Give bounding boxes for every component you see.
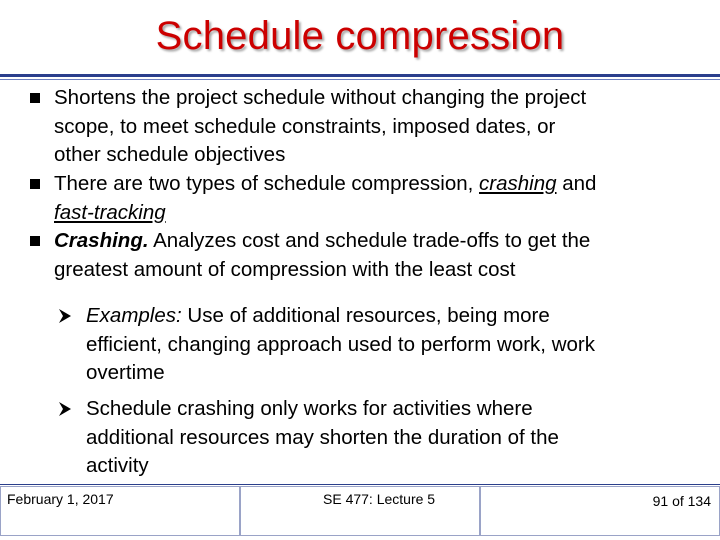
bullet-line: Shortens the project schedule without changing the project bbox=[54, 86, 587, 109]
examples-label: Examples: bbox=[86, 304, 182, 327]
bullet-text: There are two types of schedule compression, bbox=[54, 172, 480, 195]
footer-date: February 1, 2017 bbox=[7, 491, 114, 507]
bullet-line: greatest amount of compression with the least cost bbox=[54, 257, 516, 281]
arrowhead-bullet-icon bbox=[58, 401, 72, 417]
bullet-line: other schedule objectives bbox=[54, 143, 286, 166]
bullet-line: efficient, changing approach used to perform work, work bbox=[86, 332, 595, 356]
bullet-line bbox=[54, 170, 700, 199]
slide-title: Schedule compression bbox=[155, 14, 565, 58]
footer-page-box bbox=[480, 486, 720, 536]
bullet-line bbox=[54, 227, 700, 256]
crashing-term: crashing bbox=[479, 172, 557, 195]
footer-course: SE 477: Lecture 5 bbox=[323, 491, 436, 507]
bullet-line: activity bbox=[86, 454, 149, 477]
bullet-line bbox=[54, 199, 700, 228]
arrowhead-bullet-icon bbox=[58, 308, 72, 324]
bullet-line: scope, to meet schedule constraints, imposed dates, or bbox=[54, 114, 556, 138]
bullet-line: Schedule crashing only works for activities where bbox=[86, 397, 533, 420]
title-divider bbox=[0, 74, 720, 77]
square-bullet-icon bbox=[30, 179, 40, 189]
bullet-line bbox=[86, 302, 688, 331]
bullet-text: Use of additional resources, being more bbox=[181, 304, 550, 327]
fast-tracking-term: fast-tracking bbox=[54, 200, 166, 224]
bullet-line: additional resources may shorten the duration of the bbox=[86, 425, 559, 449]
bullet-text: Analyzes cost and schedule trade-offs to get the bbox=[148, 229, 591, 252]
square-bullet-icon bbox=[30, 93, 40, 103]
bullet-text: and bbox=[556, 172, 597, 195]
bullet-line: overtime bbox=[86, 361, 165, 384]
page-number: 91 of 134 bbox=[652, 493, 711, 509]
crashing-label: Crashing. bbox=[54, 229, 149, 252]
footer-date-box bbox=[0, 486, 240, 536]
square-bullet-icon bbox=[30, 236, 40, 246]
footer-divider bbox=[0, 484, 720, 485]
footer-course-box bbox=[240, 486, 480, 536]
